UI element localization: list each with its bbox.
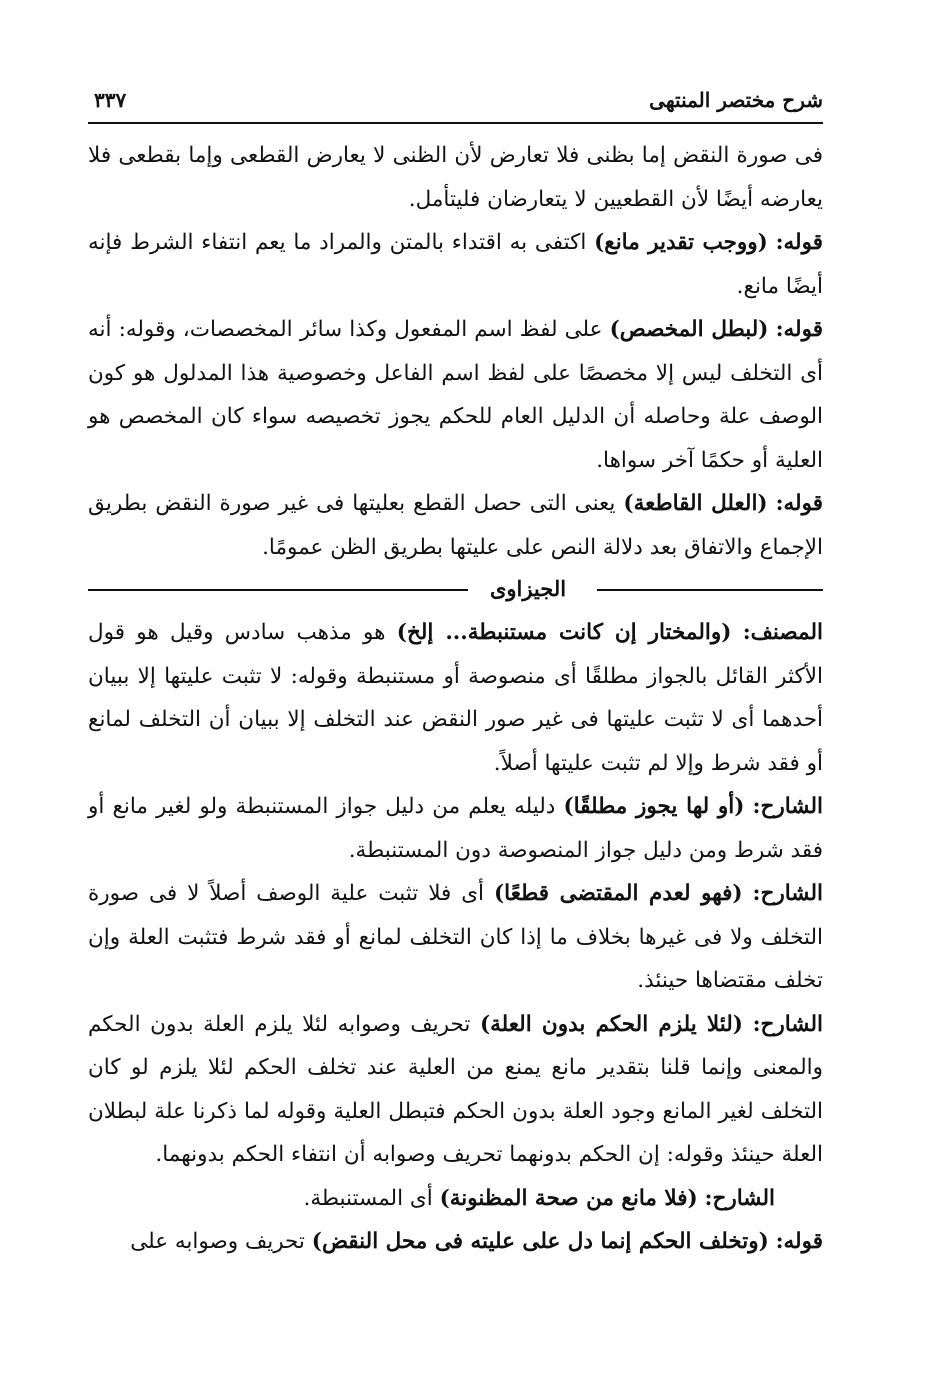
page bbox=[88, 82, 823, 1264]
quoted-phrase: (فهو لعدم المقتضى قطعًا) bbox=[493, 881, 743, 906]
paragraph-label: المصنف: bbox=[742, 620, 824, 645]
paragraph bbox=[88, 785, 823, 872]
quoted-phrase: (وتخلف الحكم إنما دل على عليته فى محل النقض) bbox=[311, 1229, 769, 1254]
paragraph bbox=[88, 482, 823, 569]
paragraph bbox=[88, 611, 823, 785]
paragraph-text: على لفظ اسم المفعول وكذا سائر المخصصات، وقوله: أنه أى التخلف ليس إلا مخصصًا على لفظ اسم الفاعل وخصوصية هذا المدلول هو كون الوصف علة وحاصله أن الدليل العام للحكم يجوز تخصيصه سواء كان المخصص هو العلية أو حكمًا آخر سواها. bbox=[88, 317, 823, 473]
paragraph bbox=[88, 872, 823, 1003]
jizawi-section bbox=[88, 611, 823, 1264]
paragraph bbox=[88, 134, 823, 221]
paragraph-label: قوله: bbox=[775, 230, 823, 255]
running-title: شرح مختصر المنتهى bbox=[649, 88, 823, 112]
paragraph bbox=[88, 308, 823, 482]
quoted-phrase: (فلا مانع من صحة المظنونة) bbox=[439, 1185, 698, 1211]
paragraph bbox=[88, 1220, 823, 1264]
quoted-phrase: (أو لها يجوز مطلقًا) bbox=[563, 794, 745, 819]
paragraph bbox=[88, 1003, 823, 1177]
paragraph-text: تحريف وصوابه على bbox=[130, 1229, 305, 1254]
quoted-phrase: (لبطل المخصص) bbox=[609, 317, 769, 342]
divider-rule bbox=[88, 589, 468, 591]
paragraph-label: الشارح: bbox=[752, 881, 823, 906]
divider-rule bbox=[597, 589, 823, 591]
section-divider bbox=[88, 571, 823, 607]
paragraph-text: دليله يعلم من دليل جواز المستنبطة ولو لغير مانع أو فقد شرط ومن دليل جواز المنصوصة دون المستنبطة. bbox=[88, 794, 823, 863]
paragraph-text: أى المستنبطة. bbox=[303, 1185, 433, 1211]
paragraph-text: اكتفى به اقتداء بالمتن والمراد ما يعم انتفاء الشرط فإنه أيضًا مانع. bbox=[88, 230, 823, 299]
paragraph-label: الشارح: bbox=[752, 794, 823, 819]
quoted-phrase: (لئلا يلزم الحكم بدون العلة) bbox=[479, 1011, 743, 1037]
paragraph bbox=[88, 1177, 823, 1221]
paragraph-label: قوله: bbox=[775, 317, 823, 342]
quoted-phrase: (العلل القاطعة) bbox=[623, 491, 768, 516]
quoted-phrase: (ووجب تقدير مانع) bbox=[594, 230, 768, 255]
divider-title: الجيزاوى bbox=[489, 576, 567, 601]
paragraph-label: قوله: bbox=[775, 1229, 823, 1254]
paragraph bbox=[88, 221, 823, 308]
paragraph-label: الشارح: bbox=[704, 1185, 775, 1211]
page-header bbox=[88, 82, 823, 124]
paragraph-text: هو مذهب سادس وقيل هو قول الأكثر القائل بالجواز مطلقًا أى منصوصة أو مستنبطة وقوله: لا تثبت عليتها إلا ببيان أحدهما أى لا تثبت عليتها فى غير صور النقض عند التخلف إلا ببيان أن التخلف لمانع أو فقد شرط وإلا لم تثبت عليتها أصلاً. bbox=[88, 620, 823, 776]
page-number: ٣٣٧ bbox=[94, 88, 127, 112]
paragraph-text: أى فلا تثبت علية الوصف أصلاً لا فى صورة التخلف ولا فى غيرها بخلاف ما إذا كان التخلف لمانع أو فقد شرط فتثبت العلة وإن تخلف مقتضاها حينئذ. bbox=[88, 881, 823, 993]
paragraph-label: الشارح: bbox=[752, 1011, 824, 1037]
commentary-section bbox=[88, 124, 823, 569]
paragraph-text: تحريف وصوابه لئلا يلزم العلة بدون الحكم والمعنى وإنما قلنا بتقدير مانع يمنع من العلية عند تخلف الحكم لئلا يلزم لو كان التخلف لغير المانع وجود العلة بدون الحكم فتبطل العلية وقوله لما ذكرنا علة لبطلان العلة حينئذ وقوله: إن الحكم بدونهما تحريف وصوابه أن انتفاء الحكم بدونهما. bbox=[88, 1011, 823, 1167]
paragraph-label: قوله: bbox=[775, 491, 823, 516]
paragraph-text: يعنى التى حصل القطع بعليتها فى غير صورة النقض بطريق الإجماع والاتفاق بعد دلالة النص على عليتها بطريق الظن عمومًا. bbox=[88, 491, 823, 560]
paragraph-text: فى صورة النقض إما بظنى فلا تعارض لأن الظنى لا يعارض القطعى وإما بقطعى فلا يعارضه أيضًا لأن القطعيين لا يتعارضان فليتأمل. bbox=[88, 143, 823, 212]
quoted-phrase: (والمختار إن كانت مستنبطة... إلخ) bbox=[396, 620, 732, 645]
